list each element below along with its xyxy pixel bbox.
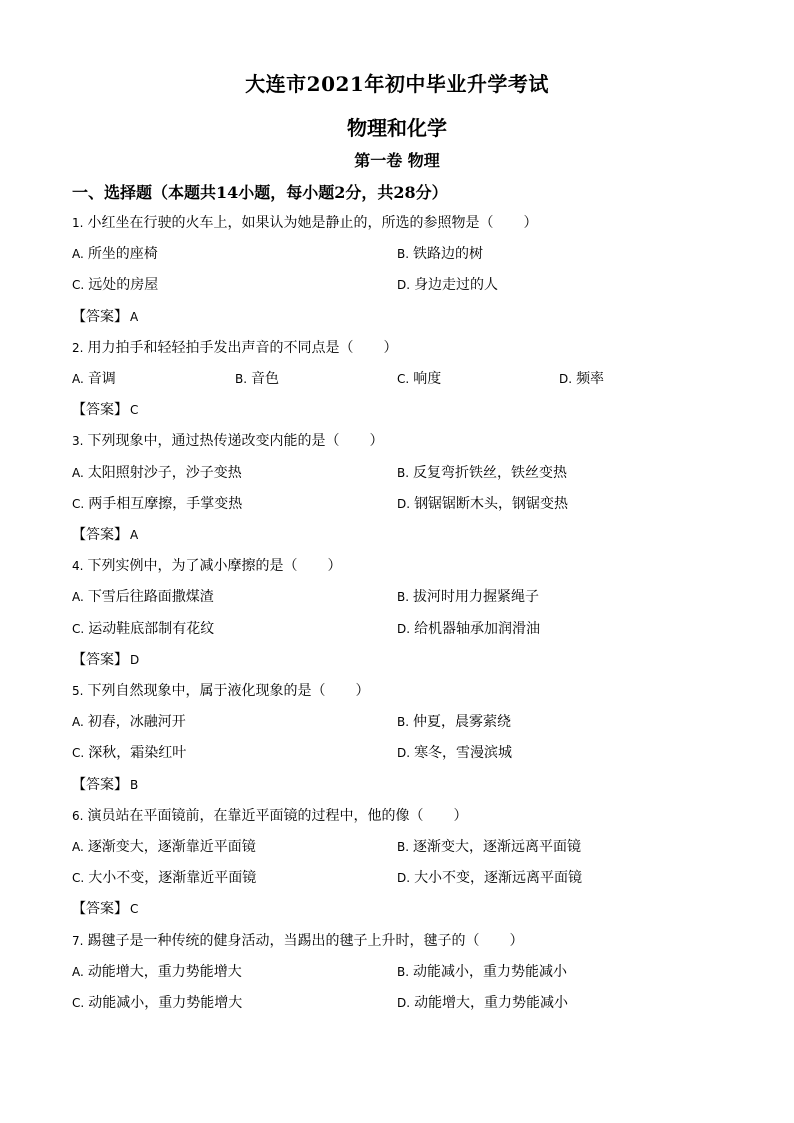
question-number: 2. bbox=[72, 341, 84, 355]
question-stem: 下列实例中，为了减小摩擦的是（ bbox=[87, 558, 298, 574]
option-c: C. 两手相互摩擦，手掌变热 bbox=[72, 496, 243, 512]
option-d: D. 动能增大，重力势能减小 bbox=[397, 995, 569, 1011]
option-c: C. 响度 bbox=[397, 371, 442, 387]
option-b: B. 逐渐变大，逐渐远离平面镜 bbox=[397, 839, 582, 855]
question-number: 3. bbox=[72, 434, 84, 448]
option-d: D. 钢锯锯断木头，钢锯变热 bbox=[397, 496, 569, 512]
question-stem: 小红坐在行驶的火车上，如果认为她是静止的，所选的参照物是（ bbox=[87, 215, 494, 231]
option-a: A. 所坐的座椅 bbox=[72, 246, 158, 262]
question-7: 7. 踢毽子是一种传统的健身活动，当踢出的毽子上升时，毽子的（ ） bbox=[72, 933, 524, 949]
answer-1: 【答案】 A bbox=[72, 309, 139, 325]
answer-3: 【答案】 A bbox=[72, 527, 139, 543]
question-stem: 用力拍手和轻轻拍手发出声音的不同点是（ bbox=[87, 340, 354, 356]
option-b: B. 仲夏，晨雾萦绕 bbox=[397, 714, 512, 730]
option-d: D. 频率 bbox=[559, 371, 605, 387]
option-c: C. 动能减小，重力势能增大 bbox=[72, 995, 243, 1011]
question-1: 1. 小红坐在行驶的火车上，如果认为她是静止的，所选的参照物是（ ） bbox=[72, 215, 538, 231]
option-a: A. 逐渐变大，逐渐靠近平面镜 bbox=[72, 839, 256, 855]
option-b: B. 铁路边的树 bbox=[397, 246, 484, 262]
exam-subtitle: 物理和化学 bbox=[347, 116, 447, 140]
option-b: B. 音色 bbox=[235, 371, 280, 387]
option-a: A. 动能增大，重力势能增大 bbox=[72, 964, 242, 980]
volume-heading: 第一卷 物理 bbox=[354, 151, 440, 170]
question-number: 7. bbox=[72, 934, 84, 948]
question-5: 5. 下列自然现象中，属于液化现象的是（ ） bbox=[72, 683, 370, 699]
question-number: 4. bbox=[72, 559, 84, 573]
option-c: C. 大小不变，逐渐靠近平面镜 bbox=[72, 870, 257, 886]
option-a: A. 下雪后往路面撒煤渣 bbox=[72, 589, 214, 605]
exam-title: 大连市2021年初中毕业升学考试 bbox=[245, 72, 549, 96]
question-6: 6. 演员站在平面镜前，在靠近平面镜的过程中，他的像（ ） bbox=[72, 808, 468, 824]
option-b: B. 动能减小，重力势能减小 bbox=[397, 964, 568, 980]
question-2: 2. 用力拍手和轻轻拍手发出声音的不同点是（ ） bbox=[72, 340, 398, 356]
option-b: B. 拔河时用力握紧绳子 bbox=[397, 589, 540, 605]
section-heading: 一、选择题（本题共14小题，每小题2分，共28分） bbox=[72, 183, 448, 202]
option-a: A. 音调 bbox=[72, 371, 116, 387]
option-d: D. 身边走过的人 bbox=[397, 277, 499, 293]
option-b: B. 反复弯折铁丝，铁丝变热 bbox=[397, 465, 568, 481]
option-c: C. 运动鞋底部制有花纹 bbox=[72, 621, 215, 637]
option-d: D. 寒冬，雪漫滨城 bbox=[397, 745, 513, 761]
question-number: 1. bbox=[72, 216, 84, 230]
question-number: 6. bbox=[72, 809, 84, 823]
answer-4: 【答案】 D bbox=[72, 652, 140, 668]
option-c: C. 深秋，霜染红叶 bbox=[72, 745, 187, 761]
question-number: 5. bbox=[72, 684, 84, 698]
option-d: D. 大小不变，逐渐远离平面镜 bbox=[397, 870, 583, 886]
question-stem: 演员站在平面镜前，在靠近平面镜的过程中，他的像（ bbox=[87, 808, 424, 824]
option-d: D. 给机器轴承加润滑油 bbox=[397, 621, 541, 637]
answer-2: 【答案】 C bbox=[72, 402, 139, 418]
option-c: C. 远处的房屋 bbox=[72, 277, 159, 293]
question-4: 4. 下列实例中，为了减小摩擦的是（ ） bbox=[72, 558, 342, 574]
question-3: 3. 下列现象中，通过热传递改变内能的是（ ） bbox=[72, 433, 384, 449]
answer-6: 【答案】 C bbox=[72, 901, 139, 917]
question-stem: 踢毽子是一种传统的健身活动，当踢出的毽子上升时，毽子的（ bbox=[87, 933, 480, 949]
answer-5: 【答案】 B bbox=[72, 777, 139, 793]
option-a: A. 太阳照射沙子，沙子变热 bbox=[72, 465, 242, 481]
question-stem: 下列自然现象中，属于液化现象的是（ bbox=[87, 683, 326, 699]
option-a: A. 初春，冰融河开 bbox=[72, 714, 186, 730]
question-stem: 下列现象中，通过热传递改变内能的是（ bbox=[87, 433, 340, 449]
